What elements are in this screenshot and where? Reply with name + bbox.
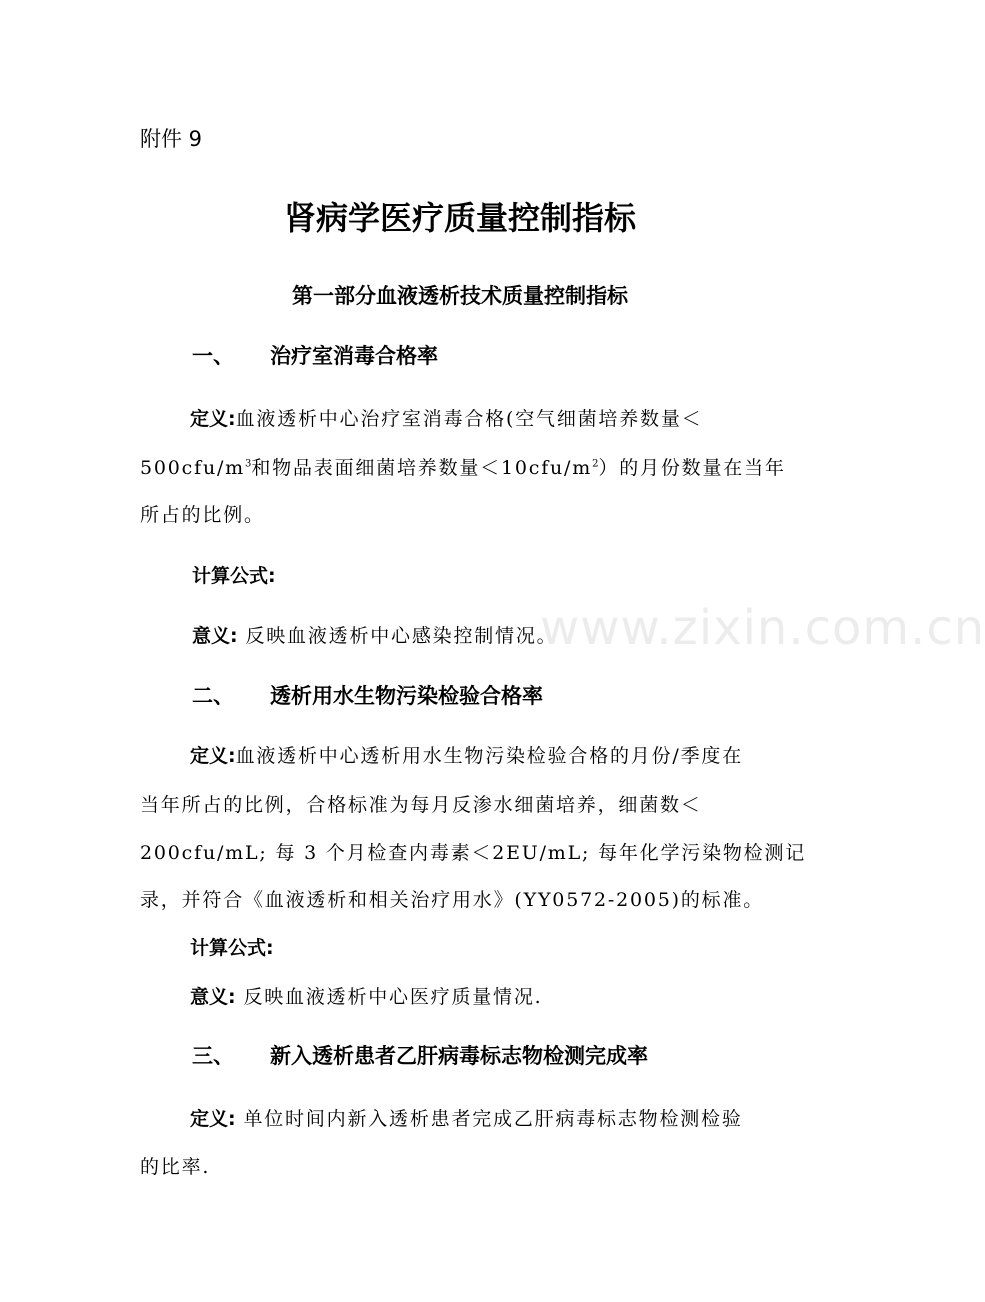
meaning-text: 反映血液透析中心医疗质量情况. <box>243 986 543 1008</box>
section-3-title: 新入透析患者乙肝病毒标志物检测完成率 <box>270 1044 648 1068</box>
section-2-definition-line-1 <box>190 741 743 768</box>
superscript: 2 <box>592 458 599 470</box>
superscript: 3 <box>245 458 252 470</box>
definition-label: 定义: <box>190 408 236 430</box>
definition-text: 血液透析中心治疗室消毒合格(空气细菌培养数量＜ <box>235 408 703 430</box>
definition-text: 和物品表面细菌培养数量＜10cfu/m <box>251 457 593 479</box>
watermark: www.zixin.com.cn <box>540 600 985 656</box>
section-2-definition-line-4: 录，并符合《血液透析和相关治疗用水》(YY0572-2005)的标准。 <box>140 889 765 911</box>
section-3-number: 三、 <box>192 1044 234 1068</box>
definition-text: 单位时间内新入透析患者完成乙肝病毒标志物检测检验 <box>243 1108 743 1130</box>
part-title: 第一部分血液透析技术质量控制指标 <box>292 284 628 308</box>
section-1-definition-line-3: 所占的比例。 <box>140 504 265 526</box>
definition-label: 定义: <box>190 1108 236 1130</box>
section-2-meaning <box>190 982 543 1009</box>
definition-label: 定义: <box>190 745 236 767</box>
formula-label: 计算公式: <box>190 937 274 959</box>
meaning-text: 反映血液透析中心感染控制情况。 <box>245 625 558 647</box>
formula-label: 计算公式: <box>192 565 276 587</box>
section-1-definition-line-1 <box>190 404 702 431</box>
section-2-formula <box>190 933 274 960</box>
section-1-meaning <box>192 621 557 648</box>
section-2-definition-line-2: 当年所占的比例，合格标准为每月反渗水细菌培养，细菌数＜ <box>140 794 702 816</box>
section-2-number: 二、 <box>192 684 234 708</box>
definition-text: 500cfu/m <box>140 457 245 479</box>
section-3-definition-line-1 <box>190 1104 743 1131</box>
meaning-label: 意义: <box>190 986 236 1008</box>
document-title: 肾病学医疗质量控制指标 <box>283 199 636 237</box>
section-3-definition-line-2: 的比率. <box>140 1156 211 1178</box>
section-1-definition-line-2 <box>140 453 786 480</box>
definition-text: ）的月份数量在当年 <box>598 457 786 479</box>
attachment-label: 附件 9 <box>140 127 203 151</box>
section-2-title: 透析用水生物污染检验合格率 <box>270 684 543 708</box>
section-1-title: 治疗室消毒合格率 <box>270 344 438 368</box>
meaning-label: 意义: <box>192 625 238 647</box>
section-2-definition-line-3: 200cfu/mL; 每 3 个月检查内毒素＜2EU/mL; 每年化学污染物检测记 <box>140 842 807 864</box>
definition-text: 血液透析中心透析用水生物污染检验合格的月份/季度在 <box>235 745 744 767</box>
section-1-formula <box>192 561 276 588</box>
section-1-number: 一、 <box>192 344 234 368</box>
